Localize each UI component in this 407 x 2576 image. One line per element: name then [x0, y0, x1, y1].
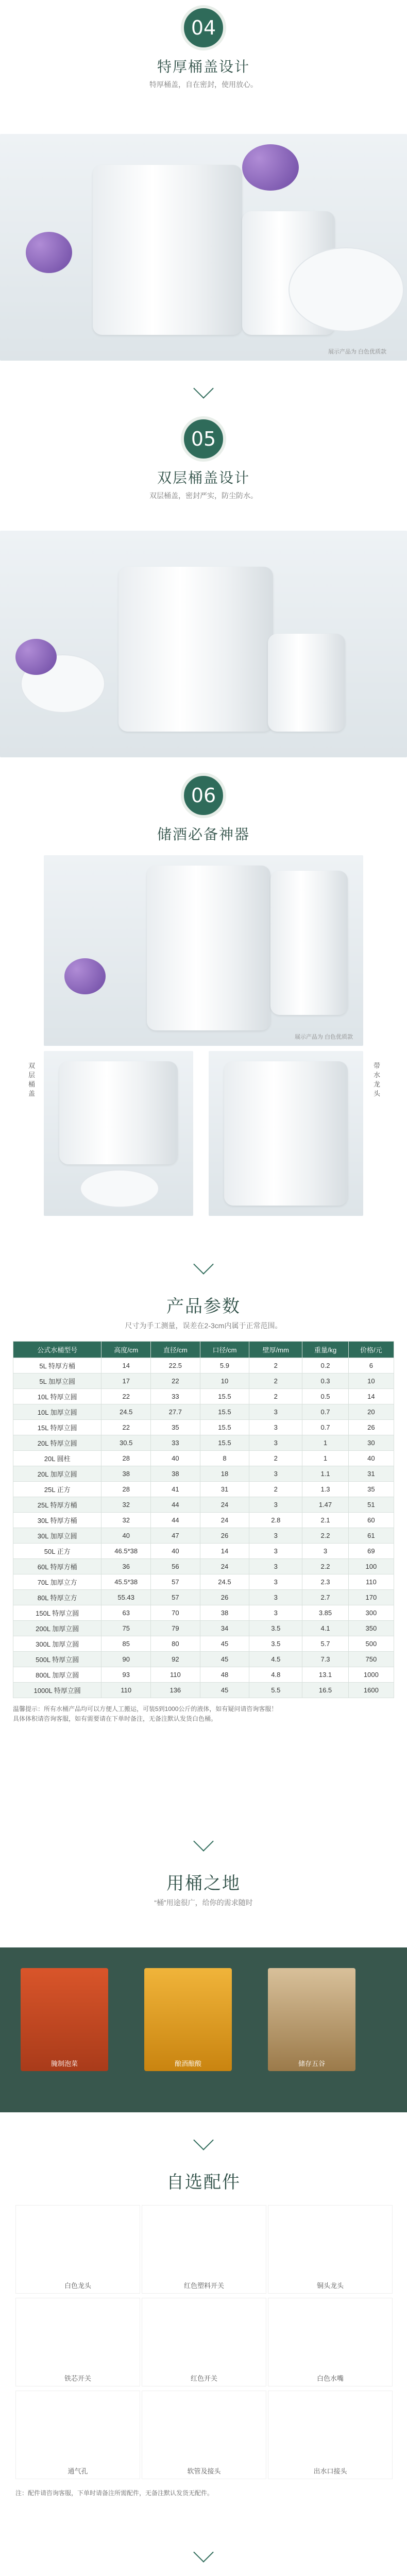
params-cell: 79	[151, 1621, 200, 1636]
drum-right	[270, 871, 348, 1015]
params-cell: 34	[200, 1621, 249, 1636]
params-row	[13, 1683, 394, 1698]
accessory-item	[15, 2298, 140, 2386]
params-row	[13, 1590, 394, 1605]
col-header: 口径/cm	[200, 1342, 249, 1358]
drum-tap-detail	[224, 1061, 348, 1206]
params-row	[13, 1621, 394, 1636]
params-cell: 1600	[348, 1683, 394, 1698]
params-row	[13, 1420, 394, 1435]
section-title: 特厚桶盖设计	[157, 59, 250, 75]
params-cell: 51	[348, 1497, 394, 1513]
uses-title: 用桶之地	[166, 1874, 241, 1893]
params-cell: 30.5	[101, 1435, 151, 1451]
params-cell: 50L 正方	[13, 1544, 101, 1559]
params-cell: 1000	[348, 1667, 394, 1683]
chevron-down-icon	[193, 1254, 214, 1275]
params-cell: 18	[200, 1466, 249, 1482]
params-row	[13, 1574, 394, 1590]
col-header: 重量/kg	[302, 1342, 348, 1358]
section-number-badge: 06	[181, 773, 226, 818]
show-section	[0, 2545, 407, 2576]
params-cell: 3	[249, 1404, 302, 1420]
params-cell: 110	[151, 1667, 200, 1683]
params-cell: 69	[348, 1544, 394, 1559]
accessory-label: 通气孔	[67, 2467, 88, 2475]
params-row	[13, 1528, 394, 1544]
params-cell: 63	[101, 1605, 151, 1621]
params-cell: 14	[101, 1358, 151, 1374]
params-cell: 40	[348, 1451, 394, 1466]
section-number-badge: 04	[181, 5, 226, 50]
params-row	[13, 1636, 394, 1652]
params-cell: 3	[249, 1420, 302, 1435]
params-row	[13, 1374, 394, 1389]
params-cell: 5L 加厚立圆	[13, 1374, 101, 1389]
params-cell: 0.3	[302, 1374, 348, 1389]
params-cell: 2	[249, 1451, 302, 1466]
section-title: 储酒必备神器	[157, 826, 250, 842]
accessory-item	[142, 2391, 266, 2479]
col-header: 壁厚/mm	[249, 1342, 302, 1358]
accessory-item	[142, 2205, 266, 2294]
params-row	[13, 1404, 394, 1420]
params-cell: 26	[200, 1590, 249, 1605]
accessory-label: 红色塑料开关	[183, 2282, 224, 2290]
params-cell: 45	[200, 1652, 249, 1667]
params-cell: 10	[348, 1374, 394, 1389]
params-cell: 25L 正方	[13, 1482, 101, 1497]
params-cell: 4.1	[302, 1621, 348, 1636]
chevron-down-icon	[193, 378, 214, 399]
params-cell: 30L 加厚立圆	[13, 1528, 101, 1544]
params-row	[13, 1389, 394, 1404]
params-cell: 7.3	[302, 1652, 348, 1667]
params-cell: 3	[249, 1466, 302, 1482]
detail-photo-tap	[209, 1051, 363, 1216]
params-cell: 24	[200, 1513, 249, 1528]
params-cell: 33	[151, 1435, 200, 1451]
flowers-decor	[64, 958, 106, 994]
params-cell: 22	[101, 1389, 151, 1404]
params-cell: 2.3	[302, 1574, 348, 1590]
params-cell: 93	[101, 1667, 151, 1683]
params-cell: 15L 特厚立圆	[13, 1420, 101, 1435]
params-cell: 5.5	[249, 1683, 302, 1698]
params-cell: 46.5*38	[101, 1544, 151, 1559]
params-row	[13, 1451, 394, 1466]
params-cell: 5.7	[302, 1636, 348, 1652]
params-cell: 1.47	[302, 1497, 348, 1513]
params-cell: 38	[101, 1466, 151, 1482]
params-cell: 2	[249, 1389, 302, 1404]
drum-small	[268, 634, 345, 732]
params-cell: 56	[151, 1559, 200, 1574]
params-cell: 10L 加厚立圆	[13, 1404, 101, 1420]
params-cell: 0.5	[302, 1389, 348, 1404]
section-05	[0, 381, 407, 762]
use-label: 储存五谷	[298, 2060, 325, 2067]
params-cell: 28	[101, 1451, 151, 1466]
params-cell: 30L 特厚方桶	[13, 1513, 101, 1528]
params-cell: 1	[302, 1435, 348, 1451]
params-row	[13, 1544, 394, 1559]
params-cell: 2	[249, 1374, 302, 1389]
params-cell: 2	[249, 1358, 302, 1374]
params-cell: 3	[302, 1544, 348, 1559]
params-cell: 31	[200, 1482, 249, 1497]
params-cell: 25L 特厚方桶	[13, 1497, 101, 1513]
params-cell: 22	[151, 1374, 200, 1389]
params-cell: 2.8	[249, 1513, 302, 1528]
params-cell: 350	[348, 1621, 394, 1636]
accessory-label: 铜头龙头	[316, 2282, 344, 2290]
uses-panel	[0, 1947, 407, 2112]
params-cell: 500	[348, 1636, 394, 1652]
params-row	[13, 1513, 394, 1528]
accessory-label: 软管及接头	[187, 2467, 221, 2475]
params-cell: 70L 加厚立方	[13, 1574, 101, 1590]
side-label-tap: 带水龙头	[374, 1062, 381, 1097]
params-cell: 2.7	[302, 1590, 348, 1605]
params-cell: 45.5*38	[101, 1574, 151, 1590]
flowers-decor	[26, 232, 72, 273]
params-cell: 60L 特厚方桶	[13, 1559, 101, 1574]
section-number-badge: 05	[181, 416, 226, 462]
params-cell: 3	[249, 1590, 302, 1605]
params-cell: 22.5	[151, 1358, 200, 1374]
params-row	[13, 1497, 394, 1513]
params-cell: 14	[348, 1389, 394, 1404]
params-cell: 3	[249, 1435, 302, 1451]
params-cell: 28	[101, 1482, 151, 1497]
params-cell: 300	[348, 1605, 394, 1621]
params-cell: 44	[151, 1513, 200, 1528]
params-cell: 110	[101, 1683, 151, 1698]
accessory-item	[15, 2205, 140, 2294]
params-cell: 38	[151, 1466, 200, 1482]
params-cell: 36	[101, 1559, 151, 1574]
params-cell: 24	[200, 1497, 249, 1513]
accessory-label: 红色开关	[190, 2375, 217, 2382]
use-card-kimchi	[21, 1968, 108, 2071]
params-cell: 8	[200, 1451, 249, 1466]
params-cell: 48	[200, 1667, 249, 1683]
params-title: 产品参数	[166, 1297, 241, 1316]
params-cell: 15.5	[200, 1404, 249, 1420]
product-photo	[0, 531, 407, 757]
section-06	[0, 773, 407, 1252]
use-card-honey	[144, 1968, 232, 2071]
params-table	[13, 1341, 394, 1698]
params-cell: 0.7	[302, 1420, 348, 1435]
params-cell: 20L 特厚立圆	[13, 1435, 101, 1451]
accessory-label: 出水口接头	[313, 2467, 347, 2475]
params-cell: 80L 特厚立方	[13, 1590, 101, 1605]
chevron-down-icon	[193, 2542, 214, 2563]
params-cell: 57	[151, 1590, 200, 1605]
flowers-decor	[15, 639, 57, 675]
params-cell: 35	[151, 1420, 200, 1435]
accessory-label: 铁芯开关	[64, 2375, 91, 2382]
params-cell: 16.5	[302, 1683, 348, 1698]
accessory-label: 白色水嘴	[316, 2375, 344, 2382]
params-cell: 24.5	[101, 1404, 151, 1420]
product-photo	[0, 134, 407, 361]
col-header: 价格/元	[348, 1342, 394, 1358]
params-cell: 70	[151, 1605, 200, 1621]
accessory-item	[268, 2391, 393, 2479]
drum-lid	[289, 247, 404, 332]
params-subtitle: 尺寸为手工测量，误差在2-3cm内属于正常范围。	[125, 1321, 282, 1330]
params-cell: 10L 特厚立圆	[13, 1389, 101, 1404]
params-row	[13, 1435, 394, 1451]
params-cell: 3	[249, 1544, 302, 1559]
use-label: 酿酒酿酸	[174, 2060, 201, 2067]
params-cell: 22	[101, 1420, 151, 1435]
chevron-down-icon	[193, 1831, 214, 1852]
params-cell: 90	[101, 1652, 151, 1667]
params-cell: 4.8	[249, 1667, 302, 1683]
params-cell: 40	[151, 1451, 200, 1466]
params-cell: 15.5	[200, 1389, 249, 1404]
params-cell: 35	[348, 1482, 394, 1497]
drum-with-tap	[147, 866, 270, 1030]
params-cell: 5L 特厚方桶	[13, 1358, 101, 1374]
drum-large	[118, 567, 273, 732]
params-note: 温馨提示：所有水桶产品均可以方便人工搬运，可装5到1000公斤的液体，如有疑问请咨询客服！ 具体体积请咨询客服，如有需要请在下单时备注，无备注默认发货白色桶。	[13, 1705, 278, 1723]
params-cell: 10	[200, 1374, 249, 1389]
params-cell: 0.2	[302, 1358, 348, 1374]
params-cell: 32	[101, 1513, 151, 1528]
params-cell: 44	[151, 1497, 200, 1513]
params-cell: 75	[101, 1621, 151, 1636]
params-cell: 41	[151, 1482, 200, 1497]
params-cell: 2	[249, 1482, 302, 1497]
params-cell: 200L 加厚立圆	[13, 1621, 101, 1636]
col-header: 公式水桶型号	[13, 1342, 101, 1358]
drum-large	[93, 165, 242, 335]
side-label-lid: 双层桶盖	[28, 1062, 36, 1097]
params-cell: 27.7	[151, 1404, 200, 1420]
params-cell: 136	[151, 1683, 200, 1698]
params-cell: 150L 特厚立圆	[13, 1605, 101, 1621]
params-cell: 1.3	[302, 1482, 348, 1497]
photo-caption: 展示产品为 白色优质款	[328, 349, 386, 355]
params-cell: 1.1	[302, 1466, 348, 1482]
params-cell: 800L 加厚立圆	[13, 1667, 101, 1683]
params-cell: 3	[249, 1574, 302, 1590]
params-cell: 3.5	[249, 1621, 302, 1636]
params-cell: 40	[101, 1528, 151, 1544]
params-row	[13, 1482, 394, 1497]
params-cell: 2.2	[302, 1528, 348, 1544]
accessory-label: 白色龙头	[64, 2282, 91, 2290]
params-cell: 24.5	[200, 1574, 249, 1590]
params-cell: 57	[151, 1574, 200, 1590]
params-cell: 3.85	[302, 1605, 348, 1621]
use-card-grains	[268, 1968, 355, 2071]
params-cell: 38	[200, 1605, 249, 1621]
params-cell: 40	[151, 1544, 200, 1559]
section-subtitle: 双层桶盖，密封严实，防尘防水。	[149, 492, 258, 500]
params-cell: 3	[249, 1559, 302, 1574]
params-cell: 33	[151, 1389, 200, 1404]
params-cell: 20	[348, 1404, 394, 1420]
accessories-section	[0, 2133, 407, 2535]
accessory-item	[268, 2298, 393, 2386]
product-photo	[44, 855, 363, 1046]
detail-photo-lid	[44, 1051, 193, 1216]
params-cell: 3	[249, 1497, 302, 1513]
params-cell: 17	[101, 1374, 151, 1389]
accessory-item	[15, 2391, 140, 2479]
section-04	[0, 0, 407, 371]
flowers-decor-2	[242, 144, 299, 191]
params-cell: 55.43	[101, 1590, 151, 1605]
photo-caption: 展示产品为 白色优质款	[294, 1034, 353, 1040]
params-cell: 26	[200, 1528, 249, 1544]
accessories-title: 自选配件	[166, 2173, 241, 2192]
params-section	[0, 1257, 407, 1927]
use-label: 腌制泡菜	[50, 2060, 78, 2067]
section-subtitle: 特厚桶盖，自在密封，使用放心。	[149, 80, 258, 89]
params-header-row	[13, 1342, 394, 1358]
params-cell: 170	[348, 1590, 394, 1605]
col-header: 直径/cm	[151, 1342, 200, 1358]
params-row	[13, 1559, 394, 1574]
inner-lid	[80, 1170, 159, 1208]
params-cell: 20L 圆柱	[13, 1451, 101, 1466]
uses-subtitle: “桶”用途很广，给你的需求随时	[154, 1899, 253, 1907]
params-cell: 80	[151, 1636, 200, 1652]
params-cell: 3	[249, 1605, 302, 1621]
uses-section	[0, 1834, 407, 2123]
params-cell: 2.2	[302, 1559, 348, 1574]
params-cell: 13.1	[302, 1667, 348, 1683]
params-cell: 20L 加厚立圆	[13, 1466, 101, 1482]
params-cell: 60	[348, 1513, 394, 1528]
params-cell: 100	[348, 1559, 394, 1574]
params-cell: 3	[249, 1528, 302, 1544]
chevron-down-icon	[193, 2130, 214, 2150]
params-cell: 26	[348, 1420, 394, 1435]
params-cell: 2.1	[302, 1513, 348, 1528]
params-cell: 31	[348, 1466, 394, 1482]
params-cell: 500L 特厚立圆	[13, 1652, 101, 1667]
params-row	[13, 1466, 394, 1482]
params-cell: 1	[302, 1451, 348, 1466]
params-cell: 15.5	[200, 1435, 249, 1451]
accessory-item	[142, 2298, 266, 2386]
params-row	[13, 1605, 394, 1621]
params-cell: 300L 加厚立圆	[13, 1636, 101, 1652]
params-cell: 4.5	[249, 1652, 302, 1667]
accessory-item	[268, 2205, 393, 2294]
params-cell: 92	[151, 1652, 200, 1667]
params-cell: 32	[101, 1497, 151, 1513]
params-cell: 61	[348, 1528, 394, 1544]
params-cell: 5.9	[200, 1358, 249, 1374]
params-cell: 1000L 特厚立圆	[13, 1683, 101, 1698]
params-cell: 30	[348, 1435, 394, 1451]
params-cell: 45	[200, 1636, 249, 1652]
params-cell: 6	[348, 1358, 394, 1374]
params-body	[13, 1358, 394, 1698]
col-header: 高度/cm	[101, 1342, 151, 1358]
section-title: 双层桶盖设计	[157, 470, 250, 486]
params-cell: 750	[348, 1652, 394, 1667]
params-cell: 0.7	[302, 1404, 348, 1420]
params-row	[13, 1652, 394, 1667]
params-cell: 14	[200, 1544, 249, 1559]
params-cell: 47	[151, 1528, 200, 1544]
params-cell: 110	[348, 1574, 394, 1590]
params-row	[13, 1358, 394, 1374]
params-cell: 3.5	[249, 1636, 302, 1652]
params-cell: 15.5	[200, 1420, 249, 1435]
drum-lid-detail	[59, 1061, 178, 1164]
params-cell: 24	[200, 1559, 249, 1574]
params-cell: 45	[200, 1683, 249, 1698]
accessories-note: 注：配件请咨询客服，下单时请备注所需配件，无备注默认发货无配件。	[15, 2489, 214, 2497]
params-row	[13, 1667, 394, 1683]
params-cell: 85	[101, 1636, 151, 1652]
